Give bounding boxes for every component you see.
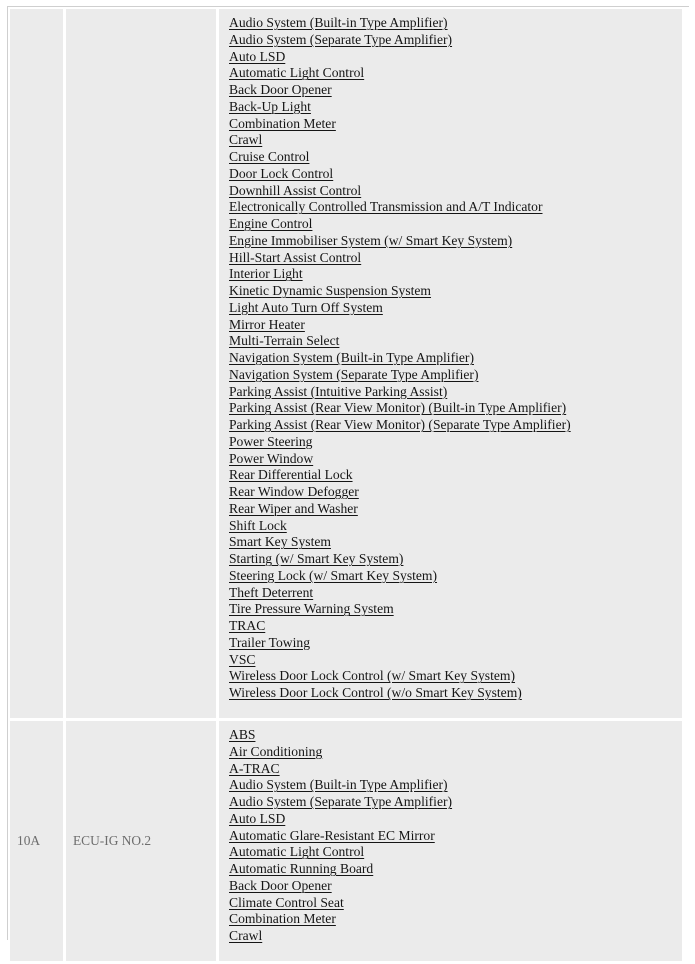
system-link[interactable]: Navigation System (Built-in Type Amplifier) xyxy=(229,350,474,365)
system-link[interactable]: Multi-Terrain Select xyxy=(229,333,340,349)
list-item xyxy=(229,183,682,200)
system-link[interactable]: Hill-Start Assist Control xyxy=(229,249,362,265)
system-link[interactable]: Power Window xyxy=(229,450,314,466)
list-item xyxy=(229,300,682,317)
fuse-table xyxy=(7,6,685,964)
system-link[interactable]: Kinetic Dynamic Suspension System xyxy=(229,283,432,298)
system-link[interactable]: Trailer Towing xyxy=(229,634,310,650)
list-item xyxy=(229,434,682,451)
system-link[interactable]: Parking Assist (Rear View Monitor) (Separate Type Amplifier) xyxy=(229,417,571,432)
list-item xyxy=(229,216,682,233)
system-link[interactable]: Electronically Controlled Transmission and A/T Indicator xyxy=(229,199,543,215)
system-link[interactable]: Rear Window Defogger xyxy=(229,484,359,499)
system-link[interactable]: Automatic Light Control xyxy=(229,65,365,81)
fuse-name-cell: ECU-IG NO.2 xyxy=(66,721,216,961)
list-item xyxy=(229,844,682,861)
list-item xyxy=(229,618,682,635)
list-item xyxy=(229,585,682,602)
system-link[interactable]: Climate Control Seat xyxy=(229,894,344,910)
list-item xyxy=(229,928,682,945)
system-link[interactable]: Combination Meter xyxy=(229,115,336,131)
list-item xyxy=(229,333,682,350)
list-item xyxy=(229,266,682,283)
systems-cell xyxy=(219,721,682,961)
list-item xyxy=(229,400,682,417)
amperage-cell xyxy=(10,9,63,718)
system-link[interactable]: TRAC xyxy=(229,618,266,633)
system-link[interactable]: Crawl xyxy=(229,928,263,943)
table-row xyxy=(10,721,682,961)
list-item xyxy=(229,811,682,828)
list-item xyxy=(229,518,682,535)
list-item xyxy=(229,467,682,484)
list-item xyxy=(229,350,682,367)
system-link[interactable]: Steering Lock (w/ Smart Key System) xyxy=(229,567,438,583)
list-item xyxy=(229,283,682,300)
system-link[interactable]: Door Lock Control xyxy=(229,165,334,181)
list-item xyxy=(229,668,682,685)
list-item xyxy=(229,534,682,551)
system-link[interactable]: Wireless Door Lock Control (w/ Smart Key System) xyxy=(229,668,516,684)
system-link[interactable]: ABS xyxy=(229,727,256,742)
list-item xyxy=(229,777,682,794)
list-item xyxy=(229,166,682,183)
list-item xyxy=(229,861,682,878)
list-item xyxy=(229,601,682,618)
system-link[interactable]: Back Door Opener xyxy=(229,877,332,893)
system-link[interactable]: Automatic Light Control xyxy=(229,844,365,860)
list-item xyxy=(229,551,682,568)
system-link[interactable]: Audio System (Built-in Type Amplifier) xyxy=(229,777,448,793)
system-link[interactable]: Mirror Heater xyxy=(229,316,305,332)
list-item xyxy=(229,652,682,669)
list-item xyxy=(229,794,682,811)
system-link[interactable]: Auto LSD xyxy=(229,48,286,64)
system-link[interactable]: Tire Pressure Warning System xyxy=(229,601,394,617)
system-link[interactable]: Parking Assist (Rear View Monitor) (Built-in Type Amplifier) xyxy=(229,400,567,416)
fuse-table-body xyxy=(10,9,682,961)
list-item xyxy=(229,32,682,49)
system-link[interactable]: Downhill Assist Control xyxy=(229,182,362,198)
list-item xyxy=(229,65,682,82)
list-item xyxy=(229,484,682,501)
list-item xyxy=(229,49,682,66)
list-item xyxy=(229,501,682,518)
list-item xyxy=(229,367,682,384)
list-item xyxy=(229,911,682,928)
system-link[interactable]: Theft Deterrent xyxy=(229,584,314,600)
list-item xyxy=(229,727,682,744)
system-link[interactable]: Crawl xyxy=(229,132,263,148)
list-item xyxy=(229,317,682,334)
system-link[interactable]: Audio System (Separate Type Amplifier) xyxy=(229,31,453,47)
system-link[interactable]: Power Steering xyxy=(229,433,313,449)
system-link[interactable]: Navigation System (Separate Type Amplifier) xyxy=(229,366,479,382)
list-item xyxy=(229,116,682,133)
list-item xyxy=(229,635,682,652)
system-link[interactable]: Back-Up Light xyxy=(229,98,311,114)
list-item xyxy=(229,451,682,468)
system-link[interactable]: Audio System (Separate Type Amplifier) xyxy=(229,794,453,809)
list-item xyxy=(229,685,682,702)
system-link[interactable]: Cruise Control xyxy=(229,149,310,164)
system-link[interactable]: Parking Assist (Intuitive Parking Assist) xyxy=(229,383,448,399)
table-row xyxy=(10,9,682,718)
system-link[interactable]: Shift Lock xyxy=(229,517,287,533)
system-link[interactable]: Auto LSD xyxy=(229,810,286,826)
list-item xyxy=(229,384,682,401)
list-item xyxy=(229,568,682,585)
list-item xyxy=(229,233,682,250)
system-link[interactable]: Combination Meter xyxy=(229,911,336,927)
list-item xyxy=(229,744,682,761)
list-item xyxy=(229,149,682,166)
list-item xyxy=(229,417,682,434)
system-link[interactable]: Engine Immobiliser System (w/ Smart Key System) xyxy=(229,232,513,248)
list-item xyxy=(229,199,682,216)
system-link[interactable]: Automatic Glare-Resistant EC Mirror xyxy=(229,827,435,843)
list-item xyxy=(229,132,682,149)
list-item xyxy=(229,828,682,845)
list-item xyxy=(229,82,682,99)
list-item xyxy=(229,878,682,895)
system-link[interactable]: Interior Light xyxy=(229,266,303,282)
system-link[interactable]: Automatic Running Board xyxy=(229,861,374,876)
system-link[interactable]: Starting (w/ Smart Key System) xyxy=(229,551,404,566)
system-link[interactable]: Back Door Opener xyxy=(229,82,332,97)
system-link[interactable]: Audio System (Built-in Type Amplifier) xyxy=(229,15,448,30)
system-link[interactable]: VSC xyxy=(229,651,256,667)
system-link[interactable]: Rear Differential Lock xyxy=(229,467,353,483)
system-link[interactable]: Wireless Door Lock Control (w/o Smart Key System) xyxy=(229,685,522,700)
system-link[interactable]: A-TRAC xyxy=(229,760,280,776)
fuse-name-cell xyxy=(66,9,216,718)
amperage-cell: 10A xyxy=(10,721,63,961)
list-item xyxy=(229,99,682,116)
system-link[interactable]: Smart Key System xyxy=(229,534,331,550)
system-link[interactable]: Light Auto Turn Off System xyxy=(229,299,383,315)
system-link[interactable]: Engine Control xyxy=(229,216,313,231)
system-link[interactable]: Air Conditioning xyxy=(229,743,323,759)
systems-list xyxy=(229,727,682,945)
systems-list xyxy=(229,15,682,702)
system-link[interactable]: Rear Wiper and Washer xyxy=(229,500,358,516)
list-item xyxy=(229,895,682,912)
list-item xyxy=(229,250,682,267)
systems-cell xyxy=(219,9,682,718)
list-item xyxy=(229,15,682,32)
list-item xyxy=(229,761,682,778)
